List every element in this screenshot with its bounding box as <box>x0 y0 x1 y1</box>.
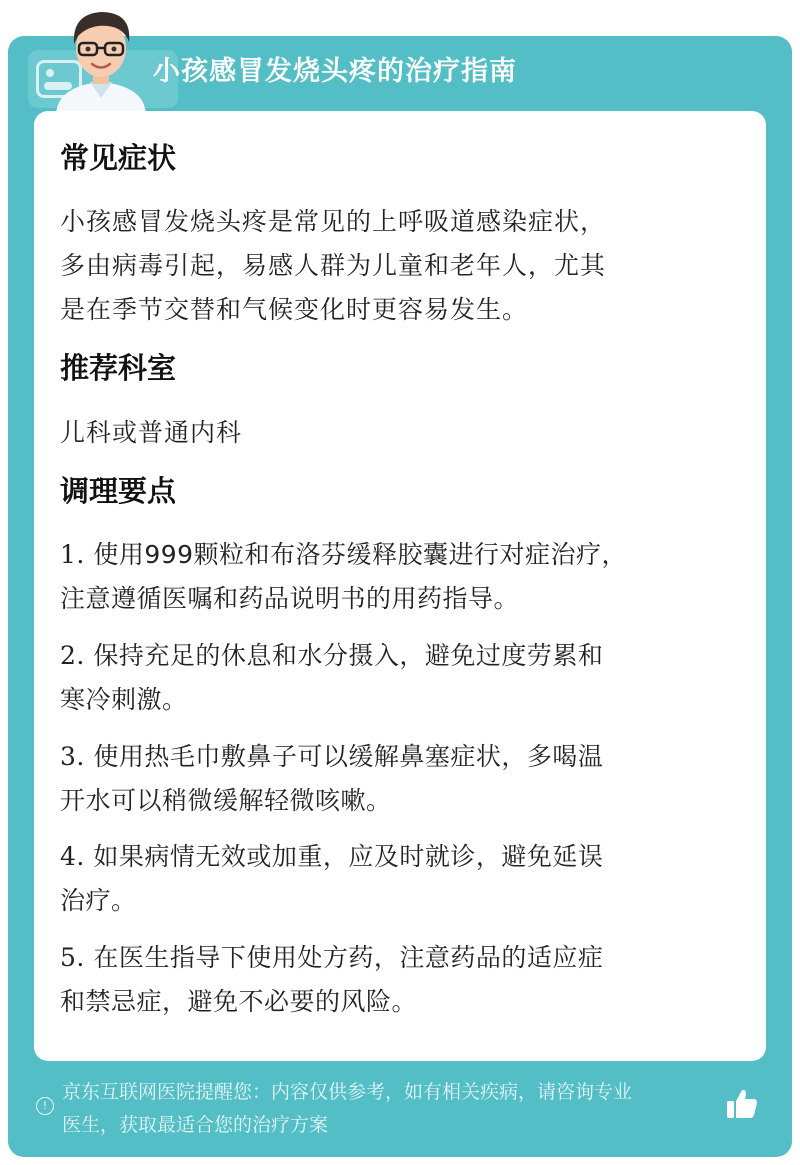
care-tip <box>60 634 750 722</box>
section-title-care: 调理要点 <box>60 474 177 508</box>
tip-text: 治疗。 <box>60 886 137 915</box>
footer-line: 京东互联网医院提醒您：内容仅供参考，如有相关疾病，请咨询专业 <box>62 1081 633 1103</box>
footer-line: 医生，获取最适合您的治疗方案 <box>62 1114 329 1136</box>
tip-text: 寒冷刺激。 <box>60 685 188 714</box>
department-text: 儿科或普通内科 <box>60 418 243 447</box>
doctor-avatar <box>46 2 156 114</box>
tip-number: 2. <box>60 641 85 670</box>
tip-number: 1. <box>60 540 85 569</box>
tip-text: 使用热毛巾敷鼻子可以缓解鼻塞症状，多喝温 <box>93 742 604 771</box>
tip-text: 注意遵循医嘱和药品说明书的用药指导。 <box>60 584 520 613</box>
symptoms-line: 多由病毒引起，易感人群为儿童和老年人，尤其 <box>60 251 607 280</box>
footer-disclaimer <box>62 1076 727 1142</box>
tip-number: 3. <box>60 742 85 771</box>
tip-text: 如果病情无效或加重，应及时就诊，避免延误 <box>93 842 604 871</box>
tip-number: 4. <box>60 842 85 871</box>
info-icon: ! <box>36 1097 54 1115</box>
thumbs-up-icon[interactable] <box>724 1086 760 1122</box>
tip-text: 使用999颗粒和布洛芬缓释胶囊进行对症治疗， <box>93 540 628 569</box>
tip-text: 在医生指导下使用处方药，注意药品的适应症 <box>93 943 604 972</box>
care-tip <box>60 533 750 621</box>
page-title: 小孩感冒发烧头疼的治疗指南 <box>153 56 517 87</box>
symptoms-line: 小孩感冒发烧头疼是常见的上呼吸道感染症状， <box>60 207 607 236</box>
care-tip <box>60 735 750 823</box>
symptoms-text <box>60 200 740 332</box>
section-title-department: 推荐科室 <box>60 351 177 385</box>
care-tip <box>60 936 750 1024</box>
tip-number: 5. <box>60 943 85 972</box>
tip-text: 和禁忌症，避免不必要的风险。 <box>60 987 418 1016</box>
tip-text: 开水可以稍微缓解轻微咳嗽。 <box>60 786 392 815</box>
care-tip <box>60 835 750 923</box>
section-title-symptoms: 常见症状 <box>60 141 177 175</box>
symptoms-line: 是在季节交替和气候变化时更容易发生。 <box>60 295 529 324</box>
tip-text: 保持充足的休息和水分摄入，避免过度劳累和 <box>93 641 604 670</box>
